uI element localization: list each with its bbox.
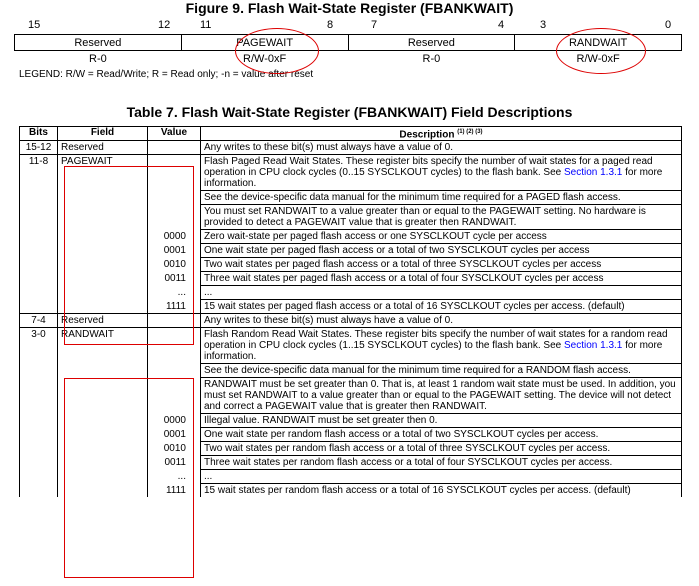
bits-cell: 11-8 <box>20 155 58 191</box>
table-row <box>20 442 682 456</box>
col-field: Field <box>58 127 148 141</box>
bit-number: 12 <box>158 19 171 31</box>
table-row <box>20 244 682 258</box>
table-row <box>20 414 682 428</box>
description-cell: Flash Random Read Wait States. These register bits specify the number of wait states for a random read operation in CPU clock cycles (1..15 SYSCLKOUT cycles) to the flash bank. See Section 1.3.1 for more information. <box>201 328 682 364</box>
bit-number: 8 <box>327 19 334 31</box>
bit-number: 4 <box>498 19 505 31</box>
description-cell: 15 wait states per paged flash access or a total of 16 SYSCLKOUT cycles per access. (default) <box>201 300 682 314</box>
value-cell: 0011 <box>148 272 201 286</box>
table-row <box>20 191 682 205</box>
value-cell: 0011 <box>148 456 201 470</box>
value-cell <box>148 155 201 191</box>
description-cell: Three wait states per paged flash access or a total of four SYSCLKOUT cycles per access <box>201 272 682 286</box>
description-cell: One wait state per paged flash access or a total of two SYSCLKOUT cycles per access <box>201 244 682 258</box>
bits-cell: 7-4 <box>20 314 58 328</box>
field-description-table <box>19 126 682 497</box>
description-cell: Two wait states per random flash access or a total of three SYSCLKOUT cycles per access. <box>201 442 682 456</box>
table-row <box>20 141 682 155</box>
description-cell: Zero wait-state per paged flash access or one SYSCLKOUT cycle per access <box>201 230 682 244</box>
access-pagewait: R/W-0xF <box>243 53 287 65</box>
table-row <box>20 155 682 191</box>
bit-number: 15 <box>28 19 41 31</box>
footnote-refs: (1) (2) (3) <box>457 129 483 135</box>
field-reserved-high: Reserved <box>15 35 182 51</box>
table-row <box>20 456 682 470</box>
table-row <box>20 484 682 498</box>
value-cell: ... <box>148 470 201 484</box>
section-link[interactable]: Section 1.3.1 <box>563 340 623 352</box>
field-randwait: RANDWAIT <box>515 35 682 51</box>
table-row <box>20 470 682 484</box>
table-title: Table 7. Flash Wait-State Register (FBANKWAIT) Field Descriptions <box>126 104 573 120</box>
bit-numbers <box>0 19 699 33</box>
table-row <box>20 314 682 328</box>
description-cell: Any writes to these bit(s) must always have a value of 0. <box>201 141 682 155</box>
table-row <box>20 364 682 378</box>
description-cell: 15 wait states per random flash access or a total of 16 SYSCLKOUT cycles per access. (default) <box>201 484 682 498</box>
section-link[interactable]: Section 1.3.1 <box>563 167 623 179</box>
description-cell: Two wait states per paged flash access or a total of three SYSCLKOUT cycles per access <box>201 258 682 272</box>
description-cell: See the device-specific data manual for the minimum time required for a PAGED flash access. <box>201 191 682 205</box>
bit-number: 3 <box>540 19 547 31</box>
table-row <box>20 428 682 442</box>
register-diagram <box>14 34 682 67</box>
col-value: Value <box>148 127 201 141</box>
bit-number: 7 <box>371 19 378 31</box>
value-cell: ... <box>148 286 201 300</box>
value-cell: 1111 <box>148 484 201 498</box>
table-row <box>20 258 682 272</box>
value-cell: 0000 <box>148 414 201 428</box>
table-row <box>20 286 682 300</box>
value-cell: 0010 <box>148 442 201 456</box>
field-pagewait: PAGEWAIT <box>181 35 348 51</box>
value-cell <box>148 328 201 364</box>
table-row <box>20 378 682 414</box>
field-cell: Reserved <box>58 314 148 328</box>
access-randwait: R/W-0xF <box>576 53 620 65</box>
figure-title: Figure 9. Flash Wait-State Register (FBANKWAIT) <box>185 0 514 16</box>
value-cell <box>148 314 201 328</box>
description-cell: You must set RANDWAIT to a value greater than or equal to the PAGEWAIT setting. No hardware is provided to detect a PAGEWAIT value that is greater then RANDWAIT. <box>201 205 682 230</box>
bit-number: 11 <box>200 19 212 31</box>
field-cell: Reserved <box>58 141 148 155</box>
col-description: Description $^{(1) (2) (3)}$ <box>201 127 682 141</box>
table-row <box>20 272 682 286</box>
value-cell: 0001 <box>148 244 201 258</box>
table-row <box>20 328 682 364</box>
bits-cell: 3-0 <box>20 328 58 364</box>
value-cell: 0001 <box>148 428 201 442</box>
table-row <box>20 205 682 230</box>
value-cell: 0010 <box>148 258 201 272</box>
description-cell: One wait state per random flash access or a total of two SYSCLKOUT cycles per access. <box>201 428 682 442</box>
bits-cell: 15-12 <box>20 141 58 155</box>
table-row <box>20 230 682 244</box>
access-reserved-low: R-0 <box>422 53 441 65</box>
field-reserved-low: Reserved <box>348 35 515 51</box>
description-cell: ... <box>201 470 682 484</box>
value-cell: 0000 <box>148 230 201 244</box>
description-cell: Any writes to these bit(s) must always have a value of 0. <box>201 314 682 328</box>
description-cell: ... <box>201 286 682 300</box>
description-cell: See the device-specific data manual for the minimum time required for a RANDOM flash access. <box>201 364 682 378</box>
table-row <box>20 300 682 314</box>
field-cell: RANDWAIT <box>58 328 148 364</box>
value-cell: 1111 <box>148 300 201 314</box>
description-cell: RANDWAIT must be set greater than 0. That is, at least 1 random wait state must be used. In addition, you must set RANDWAIT to a value greater than or equal to the PAGEWAIT setting. The device will not detect and correct a PAGEWAIT value that is greater then RANDWAIT. <box>201 378 682 414</box>
description-cell: Flash Paged Read Wait States. These register bits specify the number of wait states for a paged read operation in CPU clock cycles (0..15 SYSCLKOUT cycles) to the flash bank. See Section 1.3.1 for more information. <box>201 155 682 191</box>
legend: LEGEND: R/W = Read/Write; R = Read only; -n = value after reset <box>19 69 314 80</box>
description-cell: Three wait states per random flash access or a total of four SYSCLKOUT cycles per access. <box>201 456 682 470</box>
value-cell <box>148 141 201 155</box>
access-reserved-high: R-0 <box>89 53 107 65</box>
col-bits: Bits <box>20 127 58 141</box>
bit-number: 0 <box>665 19 672 31</box>
field-cell: PAGEWAIT <box>58 155 148 191</box>
description-cell: Illegal value. RANDWAIT must be set greater then 0. <box>201 414 682 428</box>
